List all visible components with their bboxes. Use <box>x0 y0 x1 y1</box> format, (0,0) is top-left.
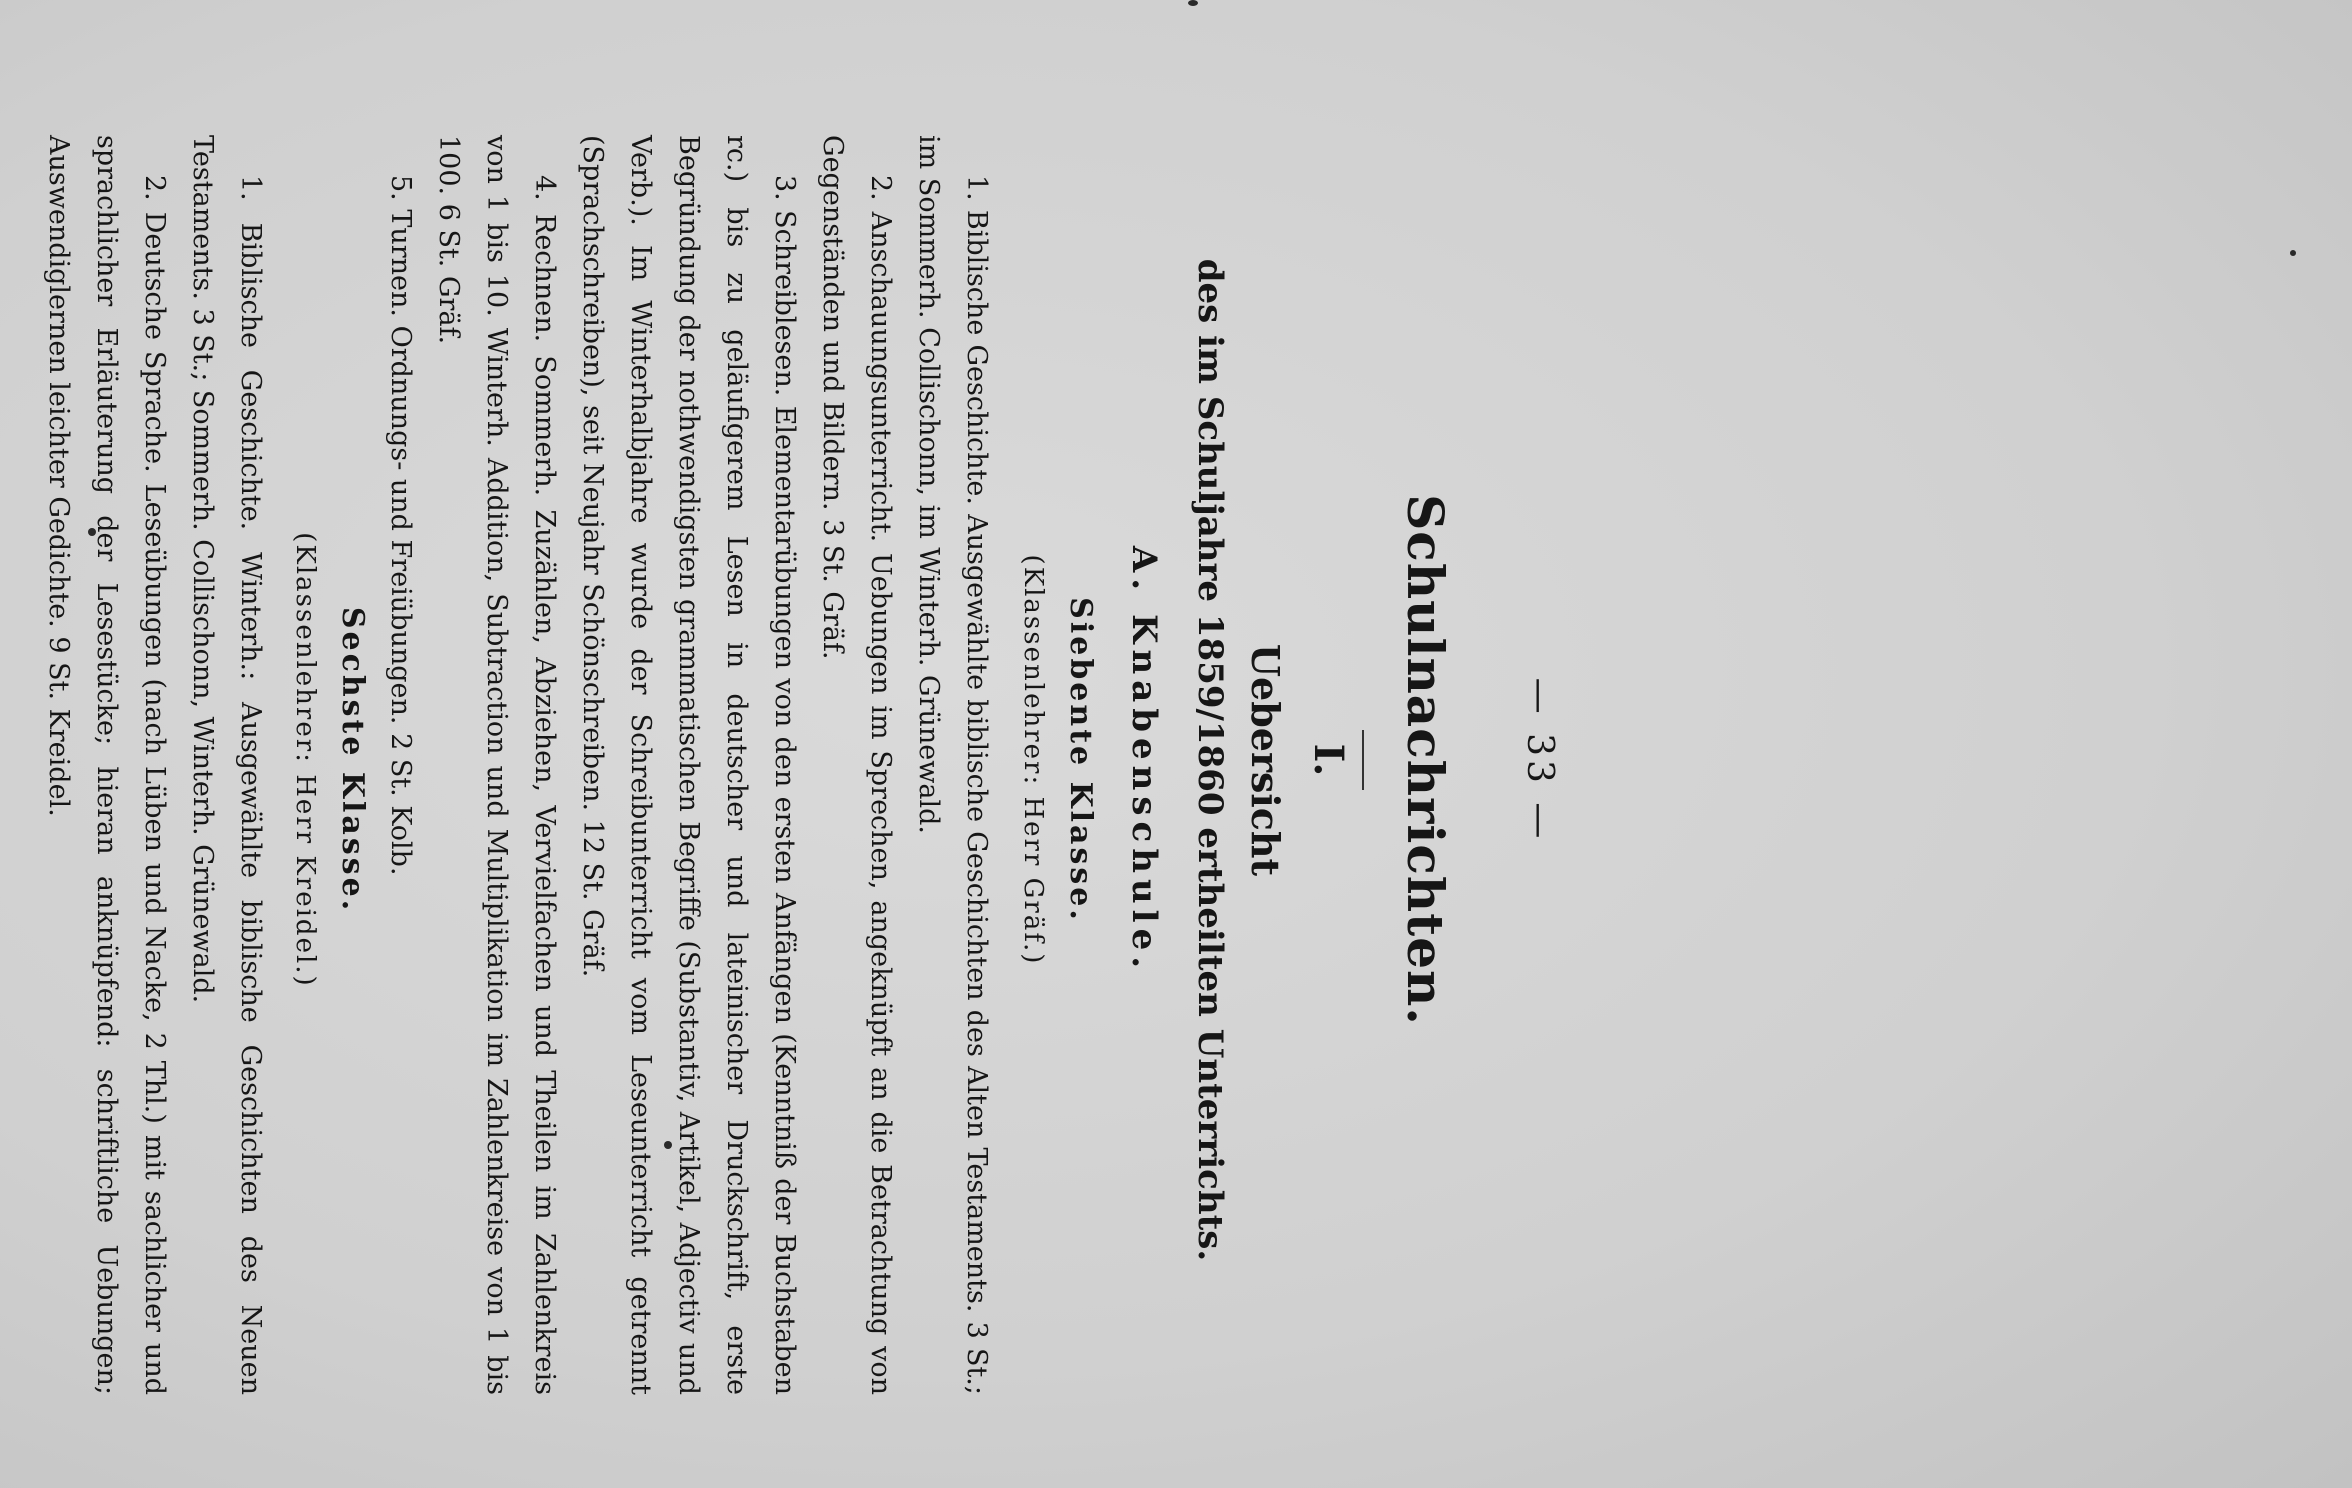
subtitle-line-1: Uebersicht <box>1243 643 1288 877</box>
scan-speck <box>2290 250 2296 256</box>
class-title-sixth: Sechste Klasse. <box>335 606 370 914</box>
subtitle-line-2: des im Schuljahre 1859/1860 ertheilten Unterrichts. <box>1190 258 1230 1262</box>
scan-speck <box>1188 0 1198 6</box>
subject-entry: 2. Deutsche Sprache. Leseübungen (nach Lüben und Nacke, 2 Thl.) mit sachlicher und sprachlicher Erläuterung der Lesestücke; hieran anknüpfend: schriftliche Uebungen; Auswendiglernen leichter Gedichte. 9 St. Kreidel. <box>43 135 170 1395</box>
rotated-page-content <box>0 40 1560 1480</box>
page-number: — 33 — <box>1519 677 1560 843</box>
title-divider <box>1362 730 1364 790</box>
subject-entry: 3. Schreiblesen. Elementarübungen von den ersten Anfängen (Kenntniß der Buchstaben rc.) bis zu geläufigerem Lesen in deutscher und lateinischer Druckschrift, erste Begründung der nothwendigsten grammatischen Begriffe (Substantiv, Artikel, Adjectiv und Verb.). Im Winterhalbjahre wurde der Schreibunterricht vom Leseunterricht getrennt (Sprachschreiben), seit Neujahr Schönschreiben. 12 St. Gräf. <box>577 135 800 1395</box>
class-teacher-seventh: (Klassenlehrer: Herr Gräf.) <box>1018 554 1048 966</box>
subject-entry: 5. Turnen. Ordnungs- und Freiübungen. 2 St. Kolb. <box>385 175 416 876</box>
class-block-sixth <box>34 135 274 1395</box>
subject-entry: 4. Rechnen. Sommerh. Zuzählen, Abziehen, Vervielfachen und Theilen im Zahlenkreis von 1 bis 10. Winterh. Addition, Subtraction und Multiplikation im Zahlenkreise von 1 bis 100. 6 St. Gräf. <box>433 135 560 1395</box>
section-number: I. <box>1305 743 1352 777</box>
class-teacher-sixth: (Klassenlehrer: Herr Kreidel.) <box>290 532 320 988</box>
subject-entry: 1. Biblische Geschichte. Ausgewählte biblische Geschichten des Alten Testaments. 3 St.; im Sommerh. Collischonn, im Winterh. Grünewald. <box>913 135 992 1395</box>
page-title: Schulnachrichten. <box>1396 494 1455 1026</box>
class-block-seventh <box>376 135 1000 1395</box>
class-title-seventh: Siebente Klasse. <box>1063 597 1098 923</box>
subject-entry: 2. Anschauungsunterricht. Uebungen im Sprechen, angeknüpft an die Betrachtung von Gegenständen und Bildern. 3 St. Gräf. <box>817 135 896 1395</box>
subject-entry: 1. Biblische Geschichte. Winterh.: Ausgewählte biblische Geschichten des Neuen Testaments. 3 St.; Sommerh. Collischonn, Winterh. Grünewald. <box>187 135 266 1395</box>
part-title: A. Knabenschule. <box>1124 545 1164 975</box>
